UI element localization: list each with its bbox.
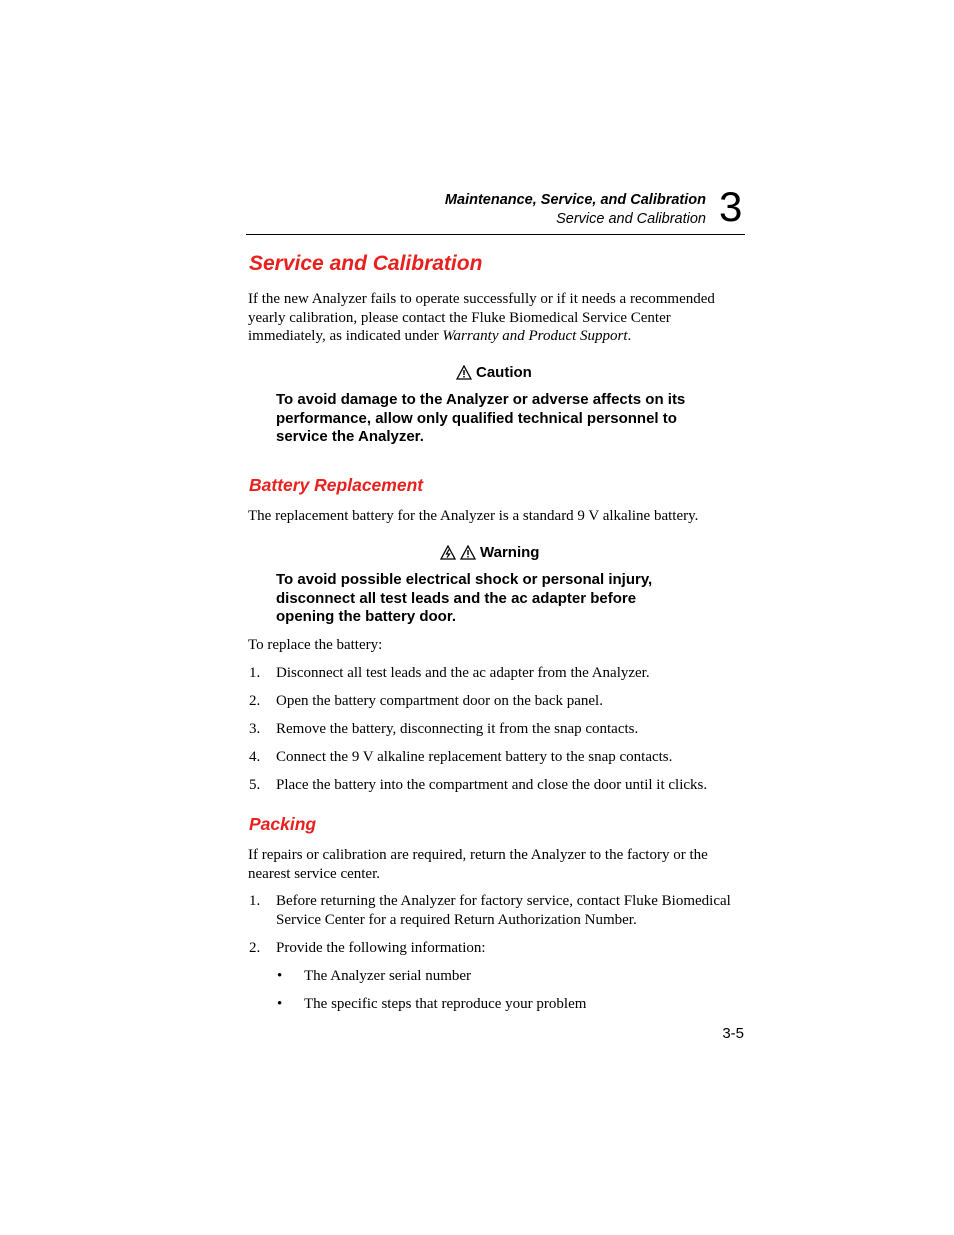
page-number: 3-5 [722,1025,744,1042]
intro-text: If the new Analyzer fails to operate successfully or if it needs a recommended yearly calibration, please contact the Fluke Biomedical Service Center immediately, as indicated under [248,291,715,344]
packing-step-number: 1. [249,893,261,909]
battery-step-text: Remove the battery, disconnecting it from the snap contacts. [276,721,639,737]
battery-intro: The replacement battery for the Analyzer is a standard 9 V alkaline battery. [248,508,699,524]
chapter-number: 3 [719,183,743,230]
caution-heading [456,364,532,381]
section-intro-paragraph [248,290,744,346]
running-header-subtitle: Service and Calibration [556,211,706,227]
battery-replacement-heading: Battery Replacement [249,475,424,495]
battery-lead: To replace the battery: [248,637,383,653]
electrical-hazard-icon [440,545,456,560]
battery-step-number: 3. [249,721,261,737]
bullet-icon: • [277,968,283,984]
packing-step-text: Before returning the Analyzer for factory service, contact Fluke Biomedical Service Center for a required Return Authorization Number. [276,893,731,928]
warranty-reference: Warranty and Product Support [442,328,628,344]
info-bullet-item: The specific steps that reproduce your problem [304,996,587,1012]
info-bullet-item: The Analyzer serial number [304,968,472,984]
caution-label: Caution [476,364,532,381]
packing-heading: Packing [249,814,317,834]
section-title: Service and Calibration [249,252,483,275]
warning-text: To avoid possible electrical shock or personal injury, disconnect all test leads and the ac adapter before opening the battery door. [276,571,653,625]
warning-triangle-icon [456,365,472,380]
caution-text: To avoid damage to the Analyzer or adverse affects on its performance, allow only qualified technical personnel to service the Analyzer. [276,391,686,445]
bullet-icon: • [277,996,283,1012]
battery-step-text: Place the battery into the compartment and close the door until it clicks. [276,777,708,793]
packing-step-number: 2. [249,940,261,956]
battery-step-number: 4. [249,749,261,765]
intro-end: . [627,328,632,344]
running-header-title: Maintenance, Service, and Calibration [444,192,706,208]
battery-step-number: 5. [249,777,261,793]
packing-step-text: Provide the following information: [276,940,486,956]
warning-heading [440,544,539,561]
battery-step-number: 2. [249,693,261,709]
battery-step-text: Disconnect all test leads and the ac adapter from the Analyzer. [276,665,650,681]
battery-step-text: Open the battery compartment door on the back panel. [276,693,603,709]
warning-triangle-icon [460,545,476,560]
battery-step-text: Connect the 9 V alkaline replacement battery to the snap contacts. [276,749,673,765]
battery-step-number: 1. [249,665,261,681]
header-rule [246,234,745,235]
warning-label: Warning [480,544,540,561]
packing-intro: If repairs or calibration are required, return the Analyzer to the factory or the nearest service center. [248,847,708,882]
